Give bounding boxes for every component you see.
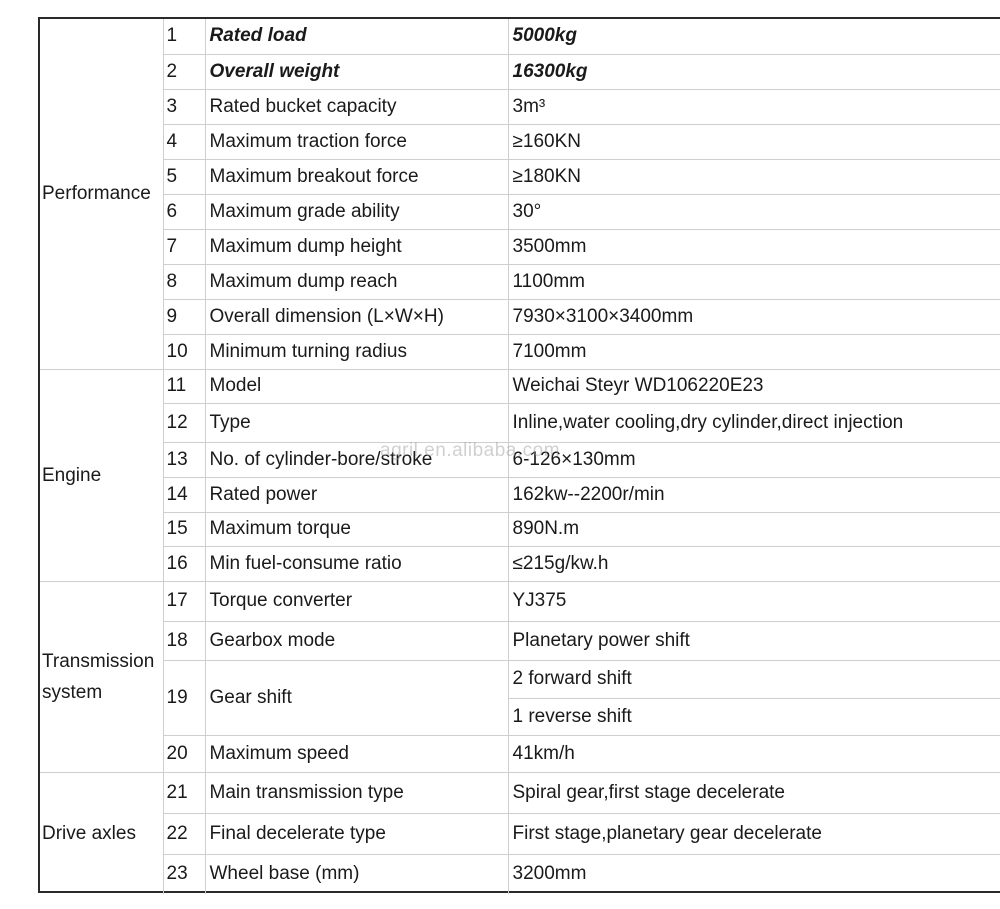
param-value: Spiral gear,first stage decelerate [508,772,1000,813]
table-row [40,89,1000,124]
param-value: 890N.m [508,512,1000,546]
table-row [40,299,1000,334]
table-row [40,512,1000,546]
param-name: Final decelerate type [205,813,508,854]
param-value: First stage,planetary gear decelerate [508,813,1000,854]
table-row [40,124,1000,159]
param-value: ≤215g/kw.h [508,546,1000,581]
param-value: 6-126×130mm [508,442,1000,477]
row-number: 4 [163,124,205,159]
param-value: 41km/h [508,735,1000,772]
param-name: Maximum breakout force [205,159,508,194]
category-engine: Engine [40,369,163,581]
row-number: 7 [163,229,205,264]
row-number: 21 [163,772,205,813]
param-value: 7930×3100×3400mm [508,299,1000,334]
table-row [40,159,1000,194]
param-value: 1100mm [508,264,1000,299]
row-number: 22 [163,813,205,854]
row-number: 3 [163,89,205,124]
param-name: Maximum grade ability [205,194,508,229]
param-value: 3200mm [508,854,1000,894]
param-value: Planetary power shift [508,621,1000,660]
table-row [40,854,1000,894]
category-drive-axles: Drive axles [40,772,163,894]
param-name: Type [205,403,508,442]
table-row [40,621,1000,660]
row-number: 11 [163,369,205,403]
param-value: Weichai Steyr WD106220E23 [508,369,1000,403]
param-value: 3m³ [508,89,1000,124]
table-row [40,369,1000,403]
param-name: Maximum dump height [205,229,508,264]
param-name: No. of cylinder-bore/stroke [205,442,508,477]
param-name: Rated bucket capacity [205,89,508,124]
param-name: Overall dimension (L×W×H) [205,299,508,334]
table-row [40,403,1000,442]
row-number: 17 [163,581,205,621]
param-value: YJ375 [508,581,1000,621]
row-number: 15 [163,512,205,546]
table-row [40,813,1000,854]
table-row [40,477,1000,512]
row-number: 1 [163,19,205,54]
table-row [40,19,1000,54]
table-row [40,54,1000,89]
param-name: Maximum torque [205,512,508,546]
category-transmission [40,581,163,772]
row-number: 6 [163,194,205,229]
row-number: 13 [163,442,205,477]
param-name: Wheel base (mm) [205,854,508,894]
param-value: ≥160KN [508,124,1000,159]
param-value: 5000kg [508,19,1000,54]
param-name: Main transmission type [205,772,508,813]
param-value: 162kw--2200r/min [508,477,1000,512]
param-name: Gear shift [205,660,508,735]
param-value: 1 reverse shift [508,698,1000,735]
table-row [40,264,1000,299]
param-value: 7100mm [508,334,1000,369]
row-number: 14 [163,477,205,512]
param-name: Rated load [205,19,508,54]
param-name: Model [205,369,508,403]
param-value: 30° [508,194,1000,229]
param-name: Minimum turning radius [205,334,508,369]
table-row [40,581,1000,621]
param-name: Maximum dump reach [205,264,508,299]
param-name: Gearbox mode [205,621,508,660]
table-row [40,546,1000,581]
row-number: 20 [163,735,205,772]
table-row [40,229,1000,264]
param-value: 16300kg [508,54,1000,89]
table-row [40,772,1000,813]
row-number: 18 [163,621,205,660]
row-number: 23 [163,854,205,894]
table-row [40,334,1000,369]
row-number: 9 [163,299,205,334]
param-value: 2 forward shift [508,660,1000,698]
row-number: 5 [163,159,205,194]
category-line: system [42,681,103,703]
row-number: 12 [163,403,205,442]
param-name: Maximum traction force [205,124,508,159]
param-name: Rated power [205,477,508,512]
param-value: ≥180KN [508,159,1000,194]
category-performance: Performance [42,183,151,205]
param-name: Min fuel-consume ratio [205,546,508,581]
param-name: Overall weight [205,54,508,89]
param-value: Inline,water cooling,dry cylinder,direct injection [508,403,1000,442]
row-number: 2 [163,54,205,89]
row-number: 19 [163,660,205,735]
table-row [40,660,1000,698]
row-number: 10 [163,334,205,369]
category-line: Transmission [42,650,155,672]
table-row [40,735,1000,772]
param-name: Maximum speed [205,735,508,772]
watermark: agril.en.alibaba.com [380,440,561,461]
param-value: 3500mm [508,229,1000,264]
row-number: 8 [163,264,205,299]
param-name: Torque converter [205,581,508,621]
row-number: 16 [163,546,205,581]
table-row [40,194,1000,229]
